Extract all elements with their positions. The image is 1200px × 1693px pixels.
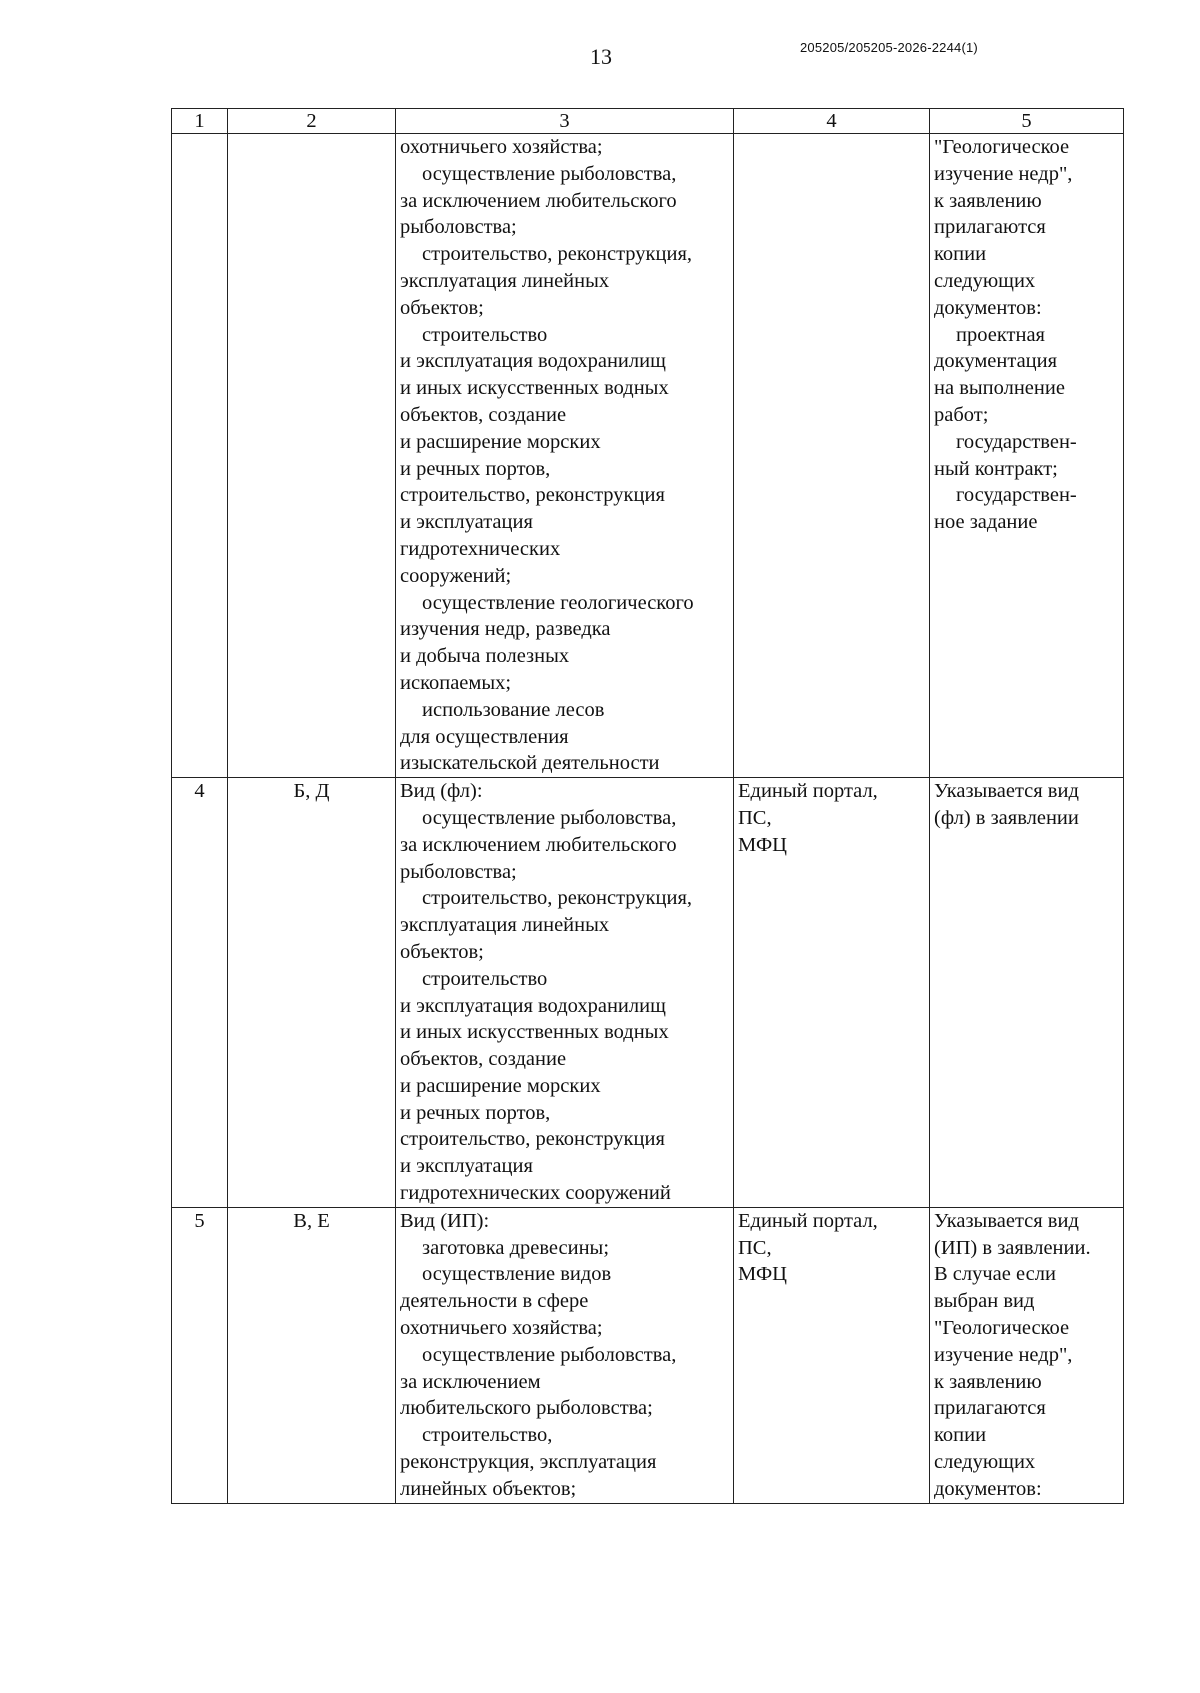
cell-text-line: проектная: [956, 323, 1045, 346]
cell-text-line: рыболовства;: [400, 860, 517, 883]
activity-cell: [396, 778, 734, 1208]
document-table: [171, 108, 1124, 1504]
cell-text-line: линейных объектов;: [400, 1477, 577, 1500]
table-row: [172, 1207, 1124, 1503]
cell-text-line: осуществление геологического: [422, 591, 694, 614]
cell-text-line: и эксплуатация: [400, 511, 533, 534]
cell-text-line: строительство, реконструкция,: [422, 243, 692, 266]
document-id: 205205/205205-2026-2244(1): [800, 40, 978, 55]
activity-cell: [396, 1207, 734, 1503]
cell-text-line: (фл) в заявлении: [934, 806, 1079, 829]
cell-text-line: Единый портал,: [738, 780, 878, 803]
cell-text-line: прилагаются: [934, 1397, 1046, 1420]
note-cell: [930, 1207, 1124, 1503]
channel-cell: [734, 134, 930, 778]
cell-text-line: на выполнение: [934, 377, 1065, 400]
cell-text-line: государствен-: [956, 430, 1077, 453]
row-number-cell: 4: [172, 778, 228, 1208]
cell-text-line: и расширение морских: [400, 430, 601, 453]
table-row: [172, 778, 1124, 1208]
cell-text-line: деятельности в сфере: [400, 1290, 589, 1313]
cell-text-line: копии: [934, 243, 987, 266]
cell-text-line: и иных искусственных водных: [400, 377, 669, 400]
cell-text-line: объектов;: [400, 296, 484, 319]
cell-text-line: охотничьего хозяйства;: [400, 136, 603, 158]
cell-text-line: любительского рыболовства;: [400, 1397, 653, 1420]
cell-text-line: сооружений;: [400, 564, 512, 587]
column-header: 5: [930, 109, 1124, 134]
cell-text-line: гидротехнических: [400, 537, 561, 560]
cell-text-line: документация: [934, 350, 1058, 373]
cell-text-line: изучения недр, разведка: [400, 618, 611, 641]
cell-text-line: работ;: [934, 403, 989, 426]
cell-text-line: заготовка древесины;: [422, 1236, 610, 1259]
cell-text-line: МФЦ: [738, 833, 787, 856]
cell-text-line: осуществление рыболовства,: [422, 1343, 677, 1366]
cell-text-line: и эксплуатация: [400, 1155, 533, 1178]
cell-text-line: охотничьего хозяйства;: [400, 1317, 603, 1340]
cell-text-line: и эксплуатация водохранилищ: [400, 350, 666, 373]
channel-cell: [734, 1207, 930, 1503]
cell-text-line: эксплуатация линейных: [400, 914, 610, 937]
page-number: 13: [590, 44, 612, 69]
cell-text-line: следующих: [934, 1451, 1036, 1474]
column-header: 4: [734, 109, 930, 134]
cell-text-line: прилагаются: [934, 216, 1046, 239]
cell-text-line: рыболовства;: [400, 216, 517, 239]
cell-text-line: объектов, создание: [400, 1048, 567, 1071]
cell-text-line: за исключением любительского: [400, 189, 677, 212]
table-body: [172, 134, 1124, 1504]
cell-text-line: государствен-: [956, 484, 1077, 507]
cell-text-line: (ИП) в заявлении.: [934, 1236, 1091, 1259]
section-code-cell: В, Е: [228, 1207, 396, 1503]
cell-text-line: к заявлению: [934, 189, 1042, 212]
activity-cell: [396, 134, 734, 778]
section-code-cell: [228, 134, 396, 778]
cell-text-line: реконструкция, эксплуатация: [400, 1451, 657, 1474]
column-header: 3: [396, 109, 734, 134]
cell-text-line: ный контракт;: [934, 457, 1058, 480]
cell-text-line: осуществление видов: [422, 1263, 612, 1286]
cell-text-line: объектов;: [400, 940, 484, 963]
cell-text-line: ное задание: [934, 511, 1038, 534]
cell-text-line: за исключением любительского: [400, 833, 677, 856]
cell-text-line: В случае если: [934, 1263, 1056, 1286]
cell-text-line: ПС,: [738, 1236, 772, 1259]
cell-text-line: и иных искусственных водных: [400, 1021, 669, 1044]
cell-text-line: для осуществления: [400, 725, 569, 748]
cell-text-line: осуществление рыболовства,: [422, 162, 677, 185]
cell-text-line: осуществление рыболовства,: [422, 806, 677, 829]
cell-text-line: и эксплуатация водохранилищ: [400, 994, 666, 1017]
row-number-cell: [172, 134, 228, 778]
cell-text-line: строительство, реконструкция: [400, 1128, 665, 1151]
cell-text-line: "Геологическое: [934, 1317, 1070, 1340]
cell-text-line: строительство: [422, 967, 548, 990]
cell-text-line: и расширение морских: [400, 1074, 601, 1097]
cell-text-line: выбран вид: [934, 1290, 1035, 1313]
cell-text-line: "Геологическое: [934, 136, 1070, 158]
table-row: [172, 134, 1124, 778]
cell-text-line: строительство,: [422, 1424, 553, 1447]
cell-text-line: эксплуатация линейных: [400, 269, 610, 292]
cell-text-line: строительство, реконструкция: [400, 484, 665, 507]
cell-text-line: Вид (фл):: [400, 780, 483, 803]
cell-text-line: копии: [934, 1424, 987, 1447]
cell-text-line: документов:: [934, 1477, 1042, 1500]
cell-text-line: за исключением: [400, 1370, 541, 1393]
column-header: 1: [172, 109, 228, 134]
cell-text-line: к заявлению: [934, 1370, 1042, 1393]
cell-text-line: следующих: [934, 269, 1036, 292]
cell-text-line: Единый портал,: [738, 1209, 878, 1232]
note-cell: [930, 134, 1124, 778]
cell-text-line: объектов, создание: [400, 403, 567, 426]
cell-text-line: Вид (ИП):: [400, 1209, 490, 1232]
note-cell: [930, 778, 1124, 1208]
row-number-cell: 5: [172, 1207, 228, 1503]
cell-text-line: гидротехнических сооружений: [400, 1182, 671, 1205]
column-header: 2: [228, 109, 396, 134]
cell-text-line: изыскательской деятельности: [400, 752, 660, 775]
table-header-row: [172, 109, 1124, 134]
cell-text-line: Указывается вид: [934, 780, 1079, 803]
cell-text-line: и добыча полезных: [400, 645, 570, 668]
cell-text-line: Указывается вид: [934, 1209, 1079, 1232]
channel-cell: [734, 778, 930, 1208]
section-code-cell: Б, Д: [228, 778, 396, 1208]
cell-text-line: и речных портов,: [400, 1101, 551, 1124]
cell-text-line: ископаемых;: [400, 671, 512, 694]
cell-text-line: строительство: [422, 323, 548, 346]
cell-text-line: использование лесов: [422, 698, 605, 721]
cell-text-line: изучение недр",: [934, 162, 1073, 185]
cell-text-line: и речных портов,: [400, 457, 551, 480]
cell-text-line: строительство, реконструкция,: [422, 887, 692, 910]
cell-text-line: МФЦ: [738, 1263, 787, 1286]
cell-text-line: ПС,: [738, 806, 772, 829]
cell-text-line: изучение недр",: [934, 1343, 1073, 1366]
cell-text-line: документов:: [934, 296, 1042, 319]
